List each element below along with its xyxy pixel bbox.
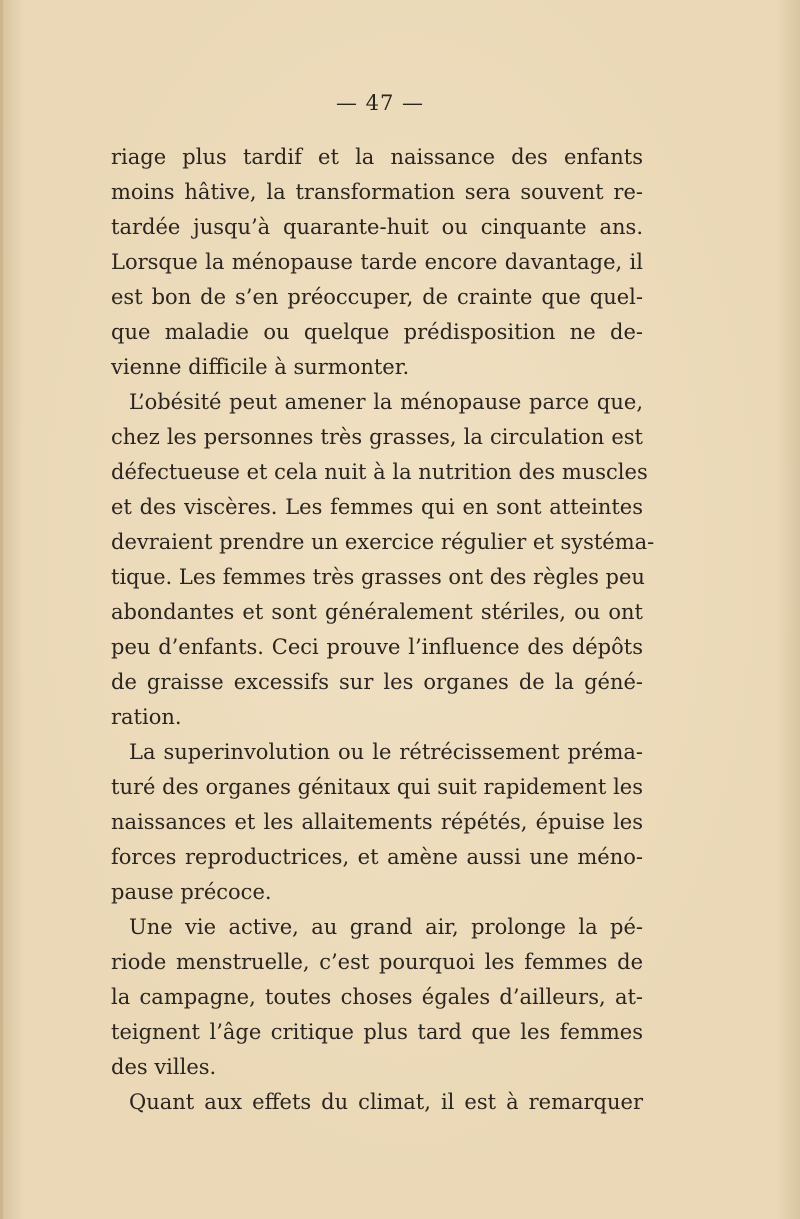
text-line: teignent l’âge critique plus tard que les femmes xyxy=(111,1020,643,1044)
text-line: peu d’enfants. Ceci prouve l’influence des dépôts xyxy=(111,635,643,659)
text-line: tardée jusqu’à quarante-huit ou cinquante ans. xyxy=(111,215,643,239)
text-line: des villes. xyxy=(111,1055,217,1079)
text-line: Une vie active, au grand air, prolonge la pé- xyxy=(129,915,643,939)
page-edge xyxy=(0,0,3,1219)
text-line: Quant aux effets du climat, il est à remarquer xyxy=(129,1090,643,1114)
text-line: abondantes et sont généralement stériles, ou ont xyxy=(111,600,643,624)
text-line: que maladie ou quelque prédisposition ne de- xyxy=(111,320,643,344)
text-line: vienne difficile à surmonter. xyxy=(111,355,410,379)
page-number: — 47 — xyxy=(335,91,425,115)
text-line: la campagne, toutes choses égales d’ailleurs, at- xyxy=(111,985,643,1009)
text-line: et des viscères. Les femmes qui en sont atteintes xyxy=(111,495,643,519)
text-line: de graisse excessifs sur les organes de la géné- xyxy=(111,670,643,694)
text-line: pause précoce. xyxy=(111,880,272,904)
text-line: moins hâtive, la transformation sera souvent re- xyxy=(111,180,643,204)
text-line: turé des organes génitaux qui suit rapidement les xyxy=(111,775,643,799)
text-line: chez les personnes très grasses, la circulation est xyxy=(111,425,643,449)
text-line: naissances et les allaitements répétés, épuise les xyxy=(111,810,643,834)
text-line: devraient prendre un exercice régulier et systéma- xyxy=(111,530,655,554)
body-text xyxy=(111,140,655,1120)
text-line: L’obésité peut amener la ménopause parce que, xyxy=(129,390,643,414)
text-line: est bon de s’en préoccuper, de crainte que quel- xyxy=(111,285,643,309)
text-line: défectueuse et cela nuit à la nutrition des muscles xyxy=(111,460,648,484)
text-line: Lorsque la ménopause tarde encore davantage, il xyxy=(111,250,643,274)
text-line: ration. xyxy=(111,705,182,729)
text-line: forces reproductrices, et amène aussi une méno- xyxy=(111,845,643,869)
text-line: riage plus tardif et la naissance des enfants xyxy=(111,145,643,169)
text-line: tique. Les femmes très grasses ont des règles peu xyxy=(111,565,645,589)
text-line: riode menstruelle, c’est pourquoi les femmes de xyxy=(111,950,643,974)
text-line: La superinvolution ou le rétrécissement préma- xyxy=(129,740,643,764)
